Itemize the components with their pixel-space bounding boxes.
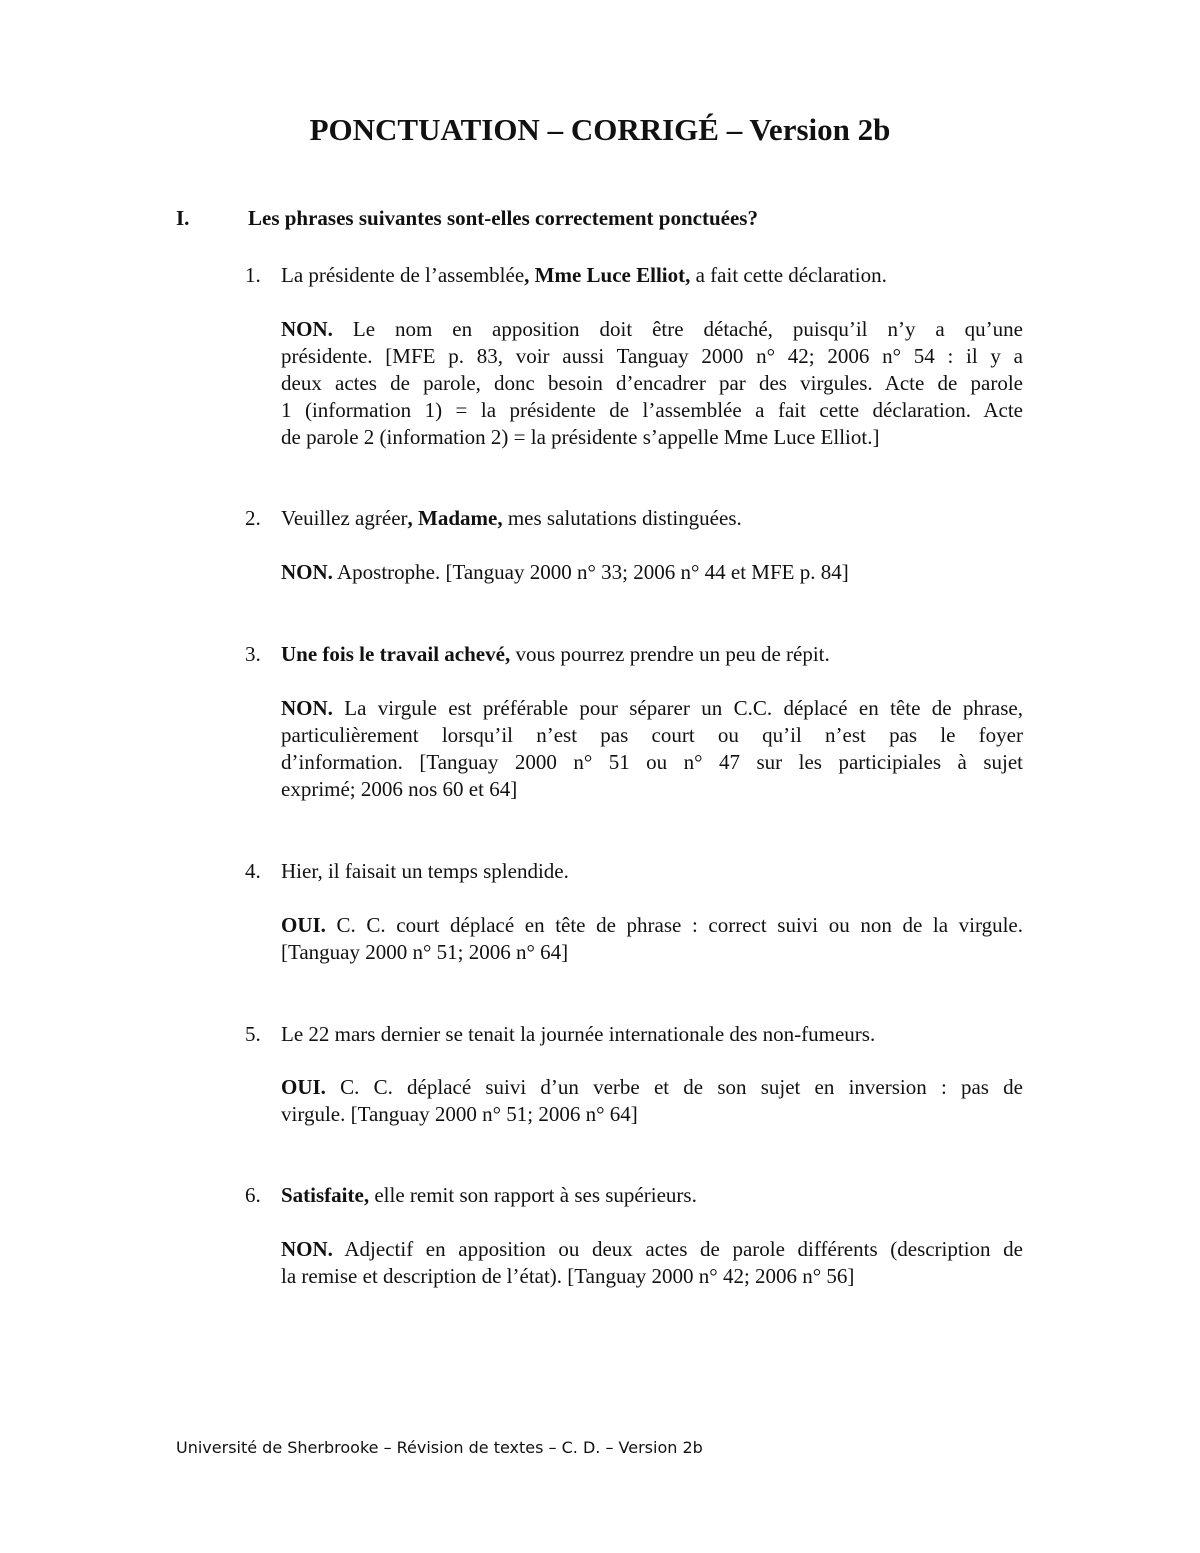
question-text: Hier, il faisait un temps splendide. [281,859,569,883]
verdict: OUI. [281,1075,326,1099]
answer-6: NON. Adjectif en apposition ou deux actes de parole différents (description de la remise et description de l’état). [Tanguay 2000 n° 42; 2006 n° 56] [281,1237,1023,1288]
verdict: NON. [281,317,333,341]
question-number: 1. [245,263,261,287]
answer-2: NON. Apostrophe. [Tanguay 2000 n° 33; 2006 n° 44 et MFE p. 84] [281,560,849,584]
question-number: 3. [245,642,261,666]
question-text: Le 22 mars dernier se tenait la journée internationale des non-fumeurs. [281,1022,876,1046]
verdict: NON. [281,696,333,720]
question-text: Satisfaite, elle remit son rapport à ses supérieurs. [281,1183,697,1207]
verdict: NON. [281,560,333,584]
verdict: NON. [281,1237,333,1261]
answer-1: NON. Le nom en apposition doit être détaché, puisqu’il n’y a qu’une présidente. [MFE p. 83, voir aussi Tanguay 2000 n° 42; 2006 n° 54 : il y a deux actes de parole, donc besoin d’encadrer par des virgules. Acte de parole 1 (information 1) = la présidente de l’assemblée a fait cette déclaration. Acte de parole 2 (information 2) = la présidente s’appelle Mme Luce Elliot.] [281,317,1023,449]
question-number: 5. [245,1022,261,1046]
section-number: I. [176,206,190,230]
answer-3: NON. La virgule est préférable pour séparer un C.C. déplacé en tête de phrase, particulièrement lorsqu’il n’est pas court ou qu’il n’est pas le foyer d’information. [Tanguay 2000 n° 51 ou n° 47 sur les participiales à sujet exprimé; 2006 nos 60 et 64] [281,696,1023,801]
page-title: PONCTUATION – CORRIGÉ – Version 2b [309,112,891,147]
question-text: La présidente de l’assemblée, Mme Luce Elliot, a fait cette déclaration. [281,263,887,287]
page-footer: Université de Sherbrooke – Révision de textes – C. D. – Version 2b [176,1438,703,1457]
question-number: 6. [245,1183,261,1207]
answer-5: OUI. C. C. déplacé suivi d’un verbe et de son sujet en inversion : pas de virgule. [Tanguay 2000 n° 51; 2006 n° 64] [281,1075,1023,1126]
verdict: OUI. [281,913,326,937]
answer-4: OUI. C. C. court déplacé en tête de phrase : correct suivi ou non de la virgule. [Tanguay 2000 n° 51; 2006 n° 64] [281,913,1023,964]
question-text: Veuillez agréer, Madame, mes salutations distinguées. [281,506,742,530]
question-text: Une fois le travail achevé, vous pourrez prendre un peu de répit. [281,642,830,666]
question-number: 2. [245,506,261,530]
section-heading-text: Les phrases suivantes sont-elles correctement ponctuées? [248,206,758,230]
question-number: 4. [245,859,261,883]
